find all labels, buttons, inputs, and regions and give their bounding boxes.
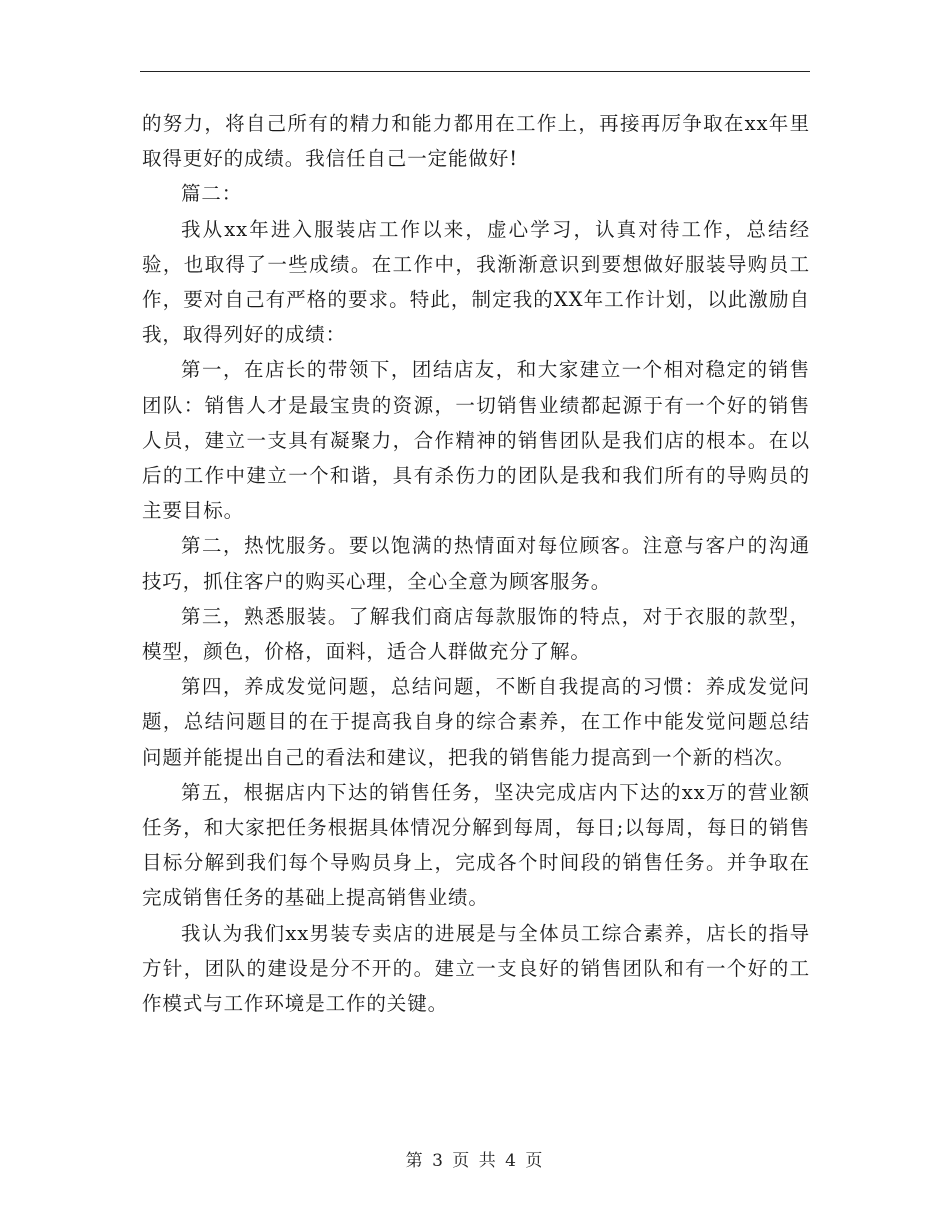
paragraph-point-3: 第三，熟悉服装。了解我们商店每款服饰的特点，对于衣服的款型，模型，颜色，价格，面料，适合人群做充分了解。 <box>142 604 810 664</box>
section-heading: 篇二： <box>181 182 243 206</box>
paragraph-conclusion: 我认为我们xx男装专卖店的进展是与全体员工综合素养，店长的指导方针，团队的建设是分不开的。建立一支良好的销售团队和有一个好的工作模式与工作环境是工作的关键。 <box>142 921 810 1016</box>
paragraph-point-5: 第五，根据店内下达的销售任务，坚决完成店内下达的xx万的营业额任务，和大家把任务根据具体情况分解到每周，每日;以每周，每日的销售目标分解到我们每个导购员身上，完成各个时间段的销售任务。并争取在完成销售任务的基础上提高销售业绩。 <box>142 780 810 910</box>
document-body <box>142 106 810 1021</box>
page-number: 第 3 页 共 4 页 <box>405 1151 545 1171</box>
paragraph-continuation: 的努力，将自己所有的精力和能力都用在工作上，再接再厉争取在xx年里取得更好的成绩。我信任自己一定能做好! <box>142 112 810 171</box>
header-rule <box>140 71 810 72</box>
paragraph-point-4: 第四，养成发觉问题，总结问题，不断自我提高的习惯：养成发觉问题，总结问题目的在于提高我自身的综合素养，在工作中能发觉问题总结问题并能提出自己的看法和建议，把我的销售能力提高到一个新的档次。 <box>142 675 810 769</box>
paragraph-intro: 我从xx年进入服装店工作以来，虚心学习，认真对待工作，总结经验，也取得了一些成绩。在工作中，我渐渐意识到要想做好服装导购员工作，要对自己有严格的要求。特此，制定我的XX年工作计划，以此激励自我，取得列好的成绩： <box>142 217 810 347</box>
paragraph-point-2: 第二，热忱服务。要以饱满的热情面对每位顾客。注意与客户的沟通技巧，抓住客户的购买心理，全心全意为顾客服务。 <box>142 534 810 593</box>
paragraph-point-1: 第一，在店长的带领下，团结店友，和大家建立一个相对稳定的销售团队：销售人才是最宝贵的资源，一切销售业绩都起源于有一个好的销售人员，建立一支具有凝聚力，合作精神的销售团队是我们店的根本。在以后的工作中建立一个和谐，具有杀伤力的团队是我和我们所有的导购员的主要目标。 <box>142 358 810 523</box>
